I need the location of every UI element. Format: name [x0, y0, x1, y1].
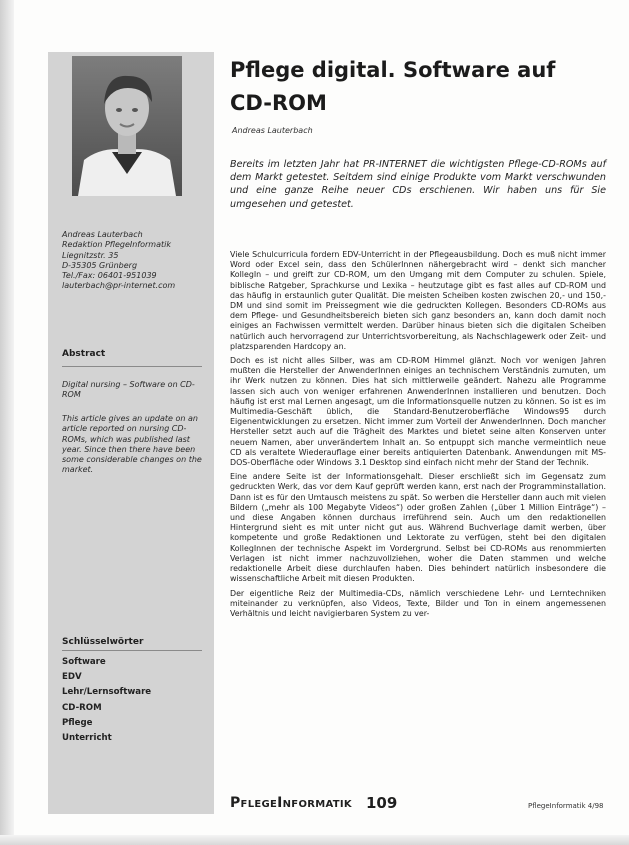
author-city: D-35305 Grünberg [62, 260, 138, 270]
article-body [230, 250, 606, 623]
author-photo [72, 56, 182, 196]
abstract-lead: Digital nursing – Software on CD-ROM [62, 380, 195, 400]
scan-edge-shadow [0, 0, 14, 845]
keyword-item: Pflege [62, 717, 93, 728]
magazine-logo: PflegeInformatik [230, 795, 352, 811]
author-affiliation: Redaktion PflegeInformatik [62, 240, 171, 250]
author-contact [62, 230, 210, 292]
author-name: Andreas Lauterbach [62, 230, 143, 239]
keyword-item: EDV [62, 672, 82, 683]
author-email: lauterbach@pr-internet.com [62, 281, 176, 291]
issue-label: PflegeInformatik 4/98 [528, 802, 604, 810]
keyword-item: Unterricht [62, 733, 112, 744]
abstract-body: This article gives an update on an article reported on nursing CD-ROMs, which was published last year. Since then there have been some considerable changes on the market. [62, 414, 202, 475]
abstract-divider [62, 366, 202, 367]
keywords-list [62, 655, 202, 746]
keyword-item: Software [62, 657, 106, 667]
article-title: Pflege digital. Software auf CD-ROM [230, 58, 556, 115]
body-paragraph: Eine andere Seite ist der Informationsgehalt. Dieser erschließt sich im Gegensatz zum gedruckten Werk, das vor dem Kauf geprüft werden kann, erst nach der Programminstallation. Dann ist es für den Umtausch meistens zu spät. So werben die Hersteller dann auch mit vielen Bildern („mehr als 100 Megabyte Videos“) oder großen Zahlen („über 1 Million Einträge“) – und diese Angaben können durchaus irreführend sein. Auch um den redaktionellen Hintergrund sieht es mit unter nicht gut aus. Während Buchverlage damit werben, über kompetente und große Redaktionen und Lektorate zu verfügen, steht bei den digitalen KollegInnen der technische Aspekt im Vordergrund. Selbst bei CD-ROMs aus renommierten Verlagen ist nicht immer nachzuvollziehen, woher die Daten stammen und welche redaktionelle Arbeit diese durchlaufen haben. Dies behindert natürlich insbesondere die wissenschaftliche Arbeit mit diesen Produkten. [230, 472, 606, 584]
page-number: 109 [366, 794, 398, 812]
scan-bottom-shadow [0, 835, 629, 845]
body-paragraph: Der eigentliche Reiz der Multimedia-CDs, nämlich verschiedene Lehr- und Lerntechniken miteinander zu verknüpfen, also Videos, Texte, Bilder und Ton in einem angemessenen Verhältnis und leicht navigierbaren System zu ver- [230, 588, 606, 618]
body-paragraph: Doch es ist nicht alles Silber, was am CD-ROM Himmel glänzt. Noch vor wenigen Jahren mußten die Hersteller der AnwenderInnen einiges an technischem Verständnis zumuten, um ihr Werk nutzen zu können. Dies hat sich mittlerweile geändert. Nahezu alle Programme lassen sich auch von weniger erfahrenen AnwenderInnen installieren und benutzen. Doch häufig ist erst mal Lernen angesagt, um die Informationsquelle nutzen zu können. So ist es im Multimedia-Geschäft üblich, die Standard-Benutzeroberfläche Windows95 durch Eigenentwicklungen zu ersetzen. Nicht immer zum Vorteil der AnwenderInnen. Doch mancher Hersteller setzt auch auf die Trägheit des Marktes und bietet seine alten Konserven unter neuem Namen, aber unverändertem Inhalt an. So entpuppt sich manche vermeintlich neue CD als veraltete Wiederauflage einer bereits antiquierten Datenbank. Anwendungen mit MS-DOS-Oberfläche oder Windows 3.1 Desktop sind einfach nicht mehr der Stand der Technik. [230, 356, 606, 468]
keywords-heading: Schlüsselwörter [62, 637, 144, 647]
author-street: Liegnitzstr. 35 [62, 250, 119, 260]
keyword-item: Lehr/Lernsoftware [62, 687, 152, 698]
abstract-heading: Abstract [62, 349, 106, 359]
keywords-divider [62, 650, 202, 651]
keyword-item: CD-ROM [62, 702, 102, 713]
article-author: Andreas Lauterbach [232, 126, 313, 135]
author-phone: Tel./Fax: 06401-951039 [62, 271, 157, 281]
body-paragraph: Viele Schulcurricula fordern EDV-Unterricht in der Pflegeausbildung. Doch es muß nicht immer Word oder Excel sein, dass den SchülerInnen nähergebracht wird – denkt sich mancher KollegIn – und greift zur CD-ROM, um den Umgang mit dem Computer zu schulen. Spiele, biblische Ratgeber, Sprachkurse und Lexika – heutzutage gibt es fast alles auf CD-ROM und das häufig in erstaunlich guter Qualität. Die meisten Scheiben kosten zwischen 20,- und 150,- DM und sind somit im Preissegment wie die gedruckten Kollegen. Besonders CD-ROMs aus dem Pflege- und Gesundheitsbereich bieten sich ganz besonders an, kann doch damit noch einiges an Fachwissen vermittelt werden. Darüber hinaus bieten sich die digitalen Scheiben natürlich auch hervorragend zur Unterrichtsvorbereitung, als Nachschlagewerk oder Zeit- und platzsparenden Hardcopy an. [230, 250, 606, 351]
article-intro: Bereits im letzten Jahr hat PR-INTERNET die wichtigsten Pflege-CD-ROMs auf dem Markt getestet. Seitdem sind einige Produkte vom Markt verschwunden und eine ganze Reihe neuer CDs erschienen. Wir haben uns für Sie umgesehen und getestet. [230, 159, 606, 210]
